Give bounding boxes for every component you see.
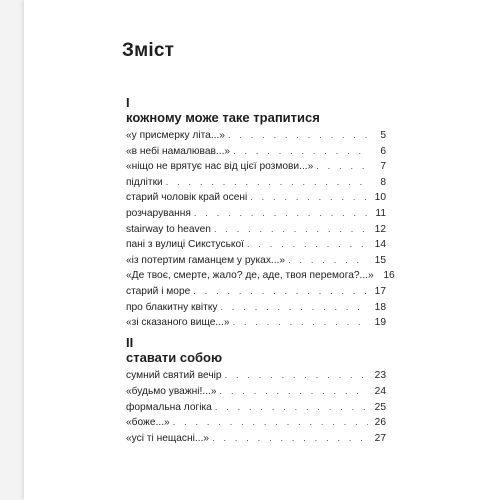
toc-entry-title: пані з вулиці Сикстуської [126, 239, 244, 251]
toc-entry-page: 24 [374, 385, 386, 397]
toc-entry-page: 26 [374, 417, 386, 429]
contents-title: Зміст [122, 40, 175, 61]
toc-entry-page: 5 [380, 130, 386, 141]
toc-entry [126, 175, 386, 191]
toc-entry-title: «Де твоє, смерте, жало? де, аде, твоя перемога?...» [126, 270, 374, 282]
toc-entry [126, 284, 386, 300]
toc-entry [126, 237, 386, 253]
section-numeral: I [126, 95, 130, 110]
toc-entry-page: 16 [383, 270, 395, 282]
section-title: ставати собою [126, 350, 223, 365]
toc-entry [126, 431, 386, 447]
dot-leader [221, 300, 369, 316]
dot-leader [316, 159, 368, 175]
dot-leader [225, 368, 368, 384]
toc-entry-page: 25 [374, 401, 386, 413]
section-1 [126, 95, 395, 331]
toc-entry-title: сумний святий вечір [126, 370, 222, 381]
dot-leader [166, 175, 368, 191]
toc-entry-title: stairway to heaven [126, 223, 211, 235]
toc-entry [126, 128, 386, 144]
toc-entry-title: старий і море [126, 285, 191, 297]
dot-leader [288, 253, 368, 269]
toc-entry-title: розчарування [126, 207, 191, 219]
toc-entry-page: 12 [374, 223, 386, 235]
toc-entry-page: 17 [374, 285, 386, 297]
section-2 [126, 336, 386, 447]
toc-list [126, 368, 386, 447]
dot-leader [215, 400, 368, 416]
book-page [24, 0, 500, 500]
dot-leader [233, 144, 368, 160]
toc-entry-page: 10 [374, 192, 386, 204]
dot-leader [247, 237, 368, 253]
toc-entry-title: «із потертим гаманцем у руках...» [126, 254, 286, 266]
section-title: кожному може таке трапитися [126, 110, 320, 125]
toc-entry-title: про блакитну квітку [126, 301, 218, 313]
dot-leader [214, 222, 368, 238]
toc-entry-title: «зі сказаного вище...» [126, 317, 230, 329]
toc-entry-page: 6 [380, 145, 386, 157]
toc-entry-page: 15 [374, 254, 386, 266]
toc-entry [126, 384, 386, 400]
toc-entry [126, 368, 386, 384]
toc-entry-page: 23 [374, 370, 386, 381]
toc-entry-page: 14 [374, 239, 386, 251]
toc-entry-page: 19 [374, 317, 386, 329]
toc-entry [126, 253, 386, 269]
toc-entry-page: 11 [375, 207, 386, 219]
toc-entry [126, 400, 386, 416]
toc-entry [126, 315, 386, 331]
toc-entry-title: «будьмо уважні!...» [126, 385, 217, 397]
dot-leader [194, 206, 368, 222]
toc-entry-title: «у присмерку літа...» [126, 130, 225, 141]
toc-entry [126, 159, 386, 175]
toc-entry [126, 268, 395, 284]
toc-entry-title: підлітки [126, 176, 163, 188]
dot-leader [228, 128, 368, 144]
dot-leader [212, 431, 368, 447]
toc-entry-page: 18 [374, 301, 386, 313]
toc-entry-title: «боже...» [126, 417, 170, 429]
dot-leader [233, 315, 368, 331]
toc-entry [126, 206, 386, 222]
dot-leader [250, 190, 368, 206]
toc-entry-page: 8 [380, 176, 386, 188]
toc-entry-title: «усі ті нещасні...» [126, 433, 210, 445]
section-numeral: II [126, 335, 134, 350]
toc-entry-title: «в небі намалював...» [126, 145, 231, 157]
toc-entry [126, 190, 386, 206]
toc-entry [126, 144, 386, 160]
toc-entry [126, 222, 386, 238]
toc-list [126, 128, 395, 331]
dot-leader [193, 284, 368, 300]
dot-leader [173, 415, 368, 431]
toc-entry [126, 300, 386, 316]
toc-entry [126, 415, 386, 431]
toc-entry-title: старий чоловік край осені [126, 192, 248, 204]
toc-entry-title: формальна логіка [126, 401, 212, 413]
toc-entry-title: «ніщо не врятує нас від цієї розмови...» [126, 161, 314, 173]
toc-entry-page: 27 [374, 433, 386, 445]
toc-entry-page: 7 [380, 161, 386, 173]
dot-leader [220, 384, 368, 400]
